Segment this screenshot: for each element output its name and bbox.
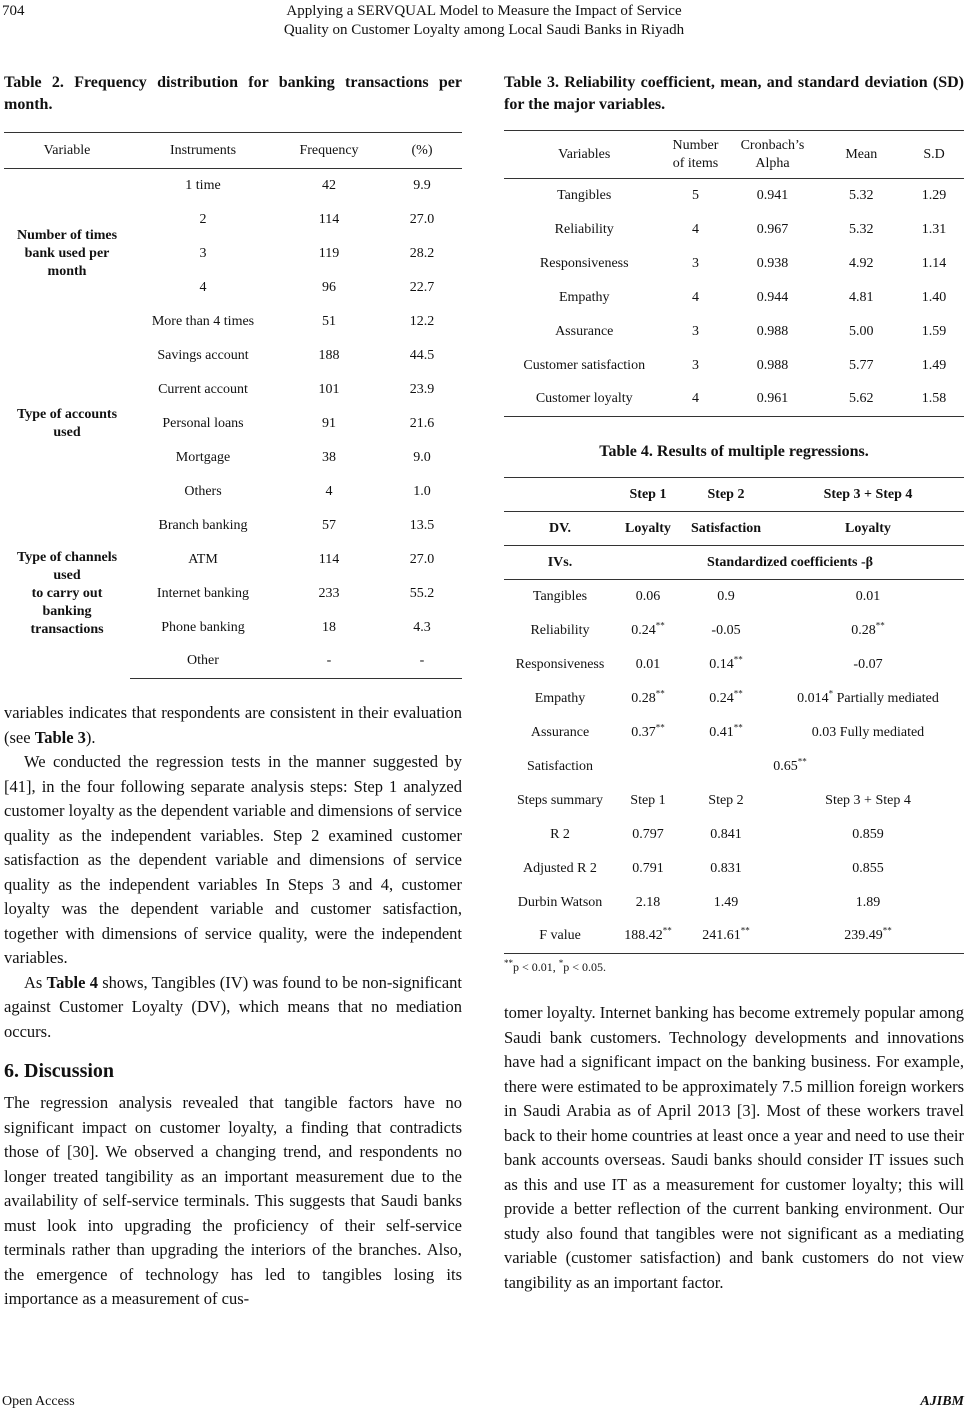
table3-cell: Responsiveness — [539, 255, 629, 271]
table3-cell: Empathy — [558, 289, 610, 305]
table4-cell: Steps summary — [517, 792, 603, 808]
table3-cell: 0.967 — [756, 221, 789, 237]
table3-cell: 5.32 — [849, 187, 874, 203]
table4-cell — [772, 614, 964, 648]
significance-mark: ** — [655, 721, 665, 732]
table2-cell: 55.2 — [409, 585, 435, 601]
note-superscript: * — [558, 958, 564, 968]
table4-cell — [680, 920, 772, 954]
value: 0.24 — [709, 690, 734, 706]
table4-ivs-row — [504, 546, 964, 580]
table4-coef-row — [504, 580, 964, 614]
table3-body — [504, 179, 964, 417]
value: 0.014 — [797, 690, 829, 706]
table3-row — [504, 179, 964, 213]
table3-header-row — [504, 131, 964, 179]
table2-cell: 1 time — [185, 177, 221, 193]
value: 0.859 — [852, 826, 884, 842]
table2-cell: Savings account — [157, 347, 249, 363]
table3-cell: 4 — [664, 383, 726, 417]
table3-cell: 3 — [691, 255, 699, 271]
running-title-line-2: Quality on Customer Loyalty among Local Saudi Banks in Riyadh — [283, 22, 685, 38]
table3-row — [504, 315, 964, 349]
page-header — [0, 0, 968, 44]
table3-header-cell — [818, 131, 904, 179]
table4-coef-row — [504, 648, 964, 682]
table4-cell — [772, 886, 964, 920]
footer-journal: AJIBM — [920, 1394, 964, 1409]
table3-header-cell — [504, 131, 664, 179]
table4-cell — [772, 920, 964, 954]
table2-cell: 38 — [322, 449, 336, 465]
table4-summary-row — [504, 818, 964, 852]
table3-cell: 1.40 — [921, 289, 947, 305]
table3-cell: Assurance — [555, 323, 614, 339]
table4-cell: Step 1 — [630, 792, 666, 808]
table2-cell: 4.3 — [413, 619, 431, 635]
table3-header-cell — [726, 131, 818, 179]
value: 0.791 — [632, 860, 664, 876]
running-title-line-1: Applying a SERVQUAL Model to Measure the Impact of Service — [286, 3, 682, 19]
table3-cell: 1.58 — [904, 383, 964, 417]
table2-cell: 9.0 — [413, 449, 431, 465]
table4-header-cell: Step 3 + Step 4 — [772, 478, 964, 512]
mediation-note: Fully mediated — [836, 724, 925, 740]
mediation-note: Partially mediated — [833, 690, 939, 706]
value: 0.37 — [631, 724, 656, 740]
table3-cell: 5.62 — [818, 383, 904, 417]
note-text: p < 0.01, — [513, 960, 559, 974]
table4-row-label: Responsiveness — [515, 656, 605, 672]
table4-summary-header-row — [504, 784, 964, 818]
table4-cell — [772, 648, 964, 682]
table2-cell: Phone banking — [161, 619, 245, 635]
table3-cell: 1.59 — [921, 323, 947, 339]
value: 188.42 — [624, 928, 663, 944]
table4-coef-row — [504, 682, 964, 716]
value: -0.07 — [853, 656, 883, 672]
table4-cell: Satisfaction — [680, 512, 772, 546]
paragraph-discussion: The regression analysis revealed that tangible factors have no significant impact on customer loyalty, a finding that contradicts those of [30]. We observed a changing trend, and respondents no longer treated tangibility as an important measurement due to the availability of self-service terminals. This suggests that Saudi banks must look into upgrading the proficiency of their self-service terminals rather than upgrading the interiors of the branches. Also, the emergence of technology has led to tangibles losing its importance as a measurement of cus- — [4, 1093, 462, 1308]
table2-caption: Table 2. Frequency distribution for banking transactions per month. — [4, 74, 462, 113]
table4-satisfaction-row — [504, 750, 964, 784]
table3-cell: 1.29 — [921, 187, 947, 203]
table2-cell: 51 — [322, 313, 336, 329]
table4-cell — [680, 818, 772, 852]
table3-row — [504, 247, 964, 281]
value: 0.831 — [710, 860, 742, 876]
table2-cell: 18 — [322, 619, 336, 635]
value: 2.18 — [635, 894, 661, 910]
value: 0.01 — [635, 656, 661, 672]
group-label-line: Number of times — [16, 227, 118, 243]
table2-cell: 233 — [318, 585, 340, 601]
table2-cell: 188 — [318, 347, 340, 363]
group-label-line: bank used per — [24, 245, 110, 261]
table4-row-label: Reliability — [530, 622, 590, 638]
table2-cell: 9.9 — [413, 177, 431, 193]
table2-cell: 119 — [318, 245, 340, 261]
table4-summary-row — [504, 920, 964, 954]
table4-cell — [616, 886, 680, 920]
table4-cell — [616, 852, 680, 886]
text-span: shows, Tangibles (IV) was found to be non-significant against Customer Loyalty (DV), which means that no mediation occurs. — [4, 972, 462, 1041]
table3-header-cell — [664, 131, 726, 179]
table4-row-label: Satisfaction — [526, 758, 594, 774]
value: 0.28 — [631, 690, 656, 706]
header-line: Number — [672, 137, 719, 153]
table4-cell — [680, 580, 772, 614]
table4-header-cell: Step 2 — [680, 478, 772, 512]
table3-cell: Customer satisfaction — [523, 357, 646, 373]
table3-reference: Table 3 — [34, 727, 86, 747]
table3-cell: 0.938 — [756, 255, 789, 271]
table2-cell: 114 — [318, 551, 340, 567]
significance-mark: ** — [655, 687, 665, 698]
header-line: S.D — [923, 146, 945, 162]
table2-cell: 13.5 — [409, 517, 435, 533]
table2-cell: 42 — [322, 177, 336, 193]
paragraph-regression: We conducted the regression tests in the manner suggested by [41], in the four following separate analysis steps: Step 1 analyzed customer loyalty as the dependent variable and dimensions of service quality as the independent variables. Step 2 examined customer satisfaction as the dependent variable and dimensions of service quality as the independent variables In Steps 3 and 4, customer loyalty was the dependent variable and customer satisfaction, together with dimensions of service quality, were the independent variables. — [4, 752, 462, 967]
value: 0.14 — [709, 656, 734, 672]
table4-row-label: Assurance — [530, 724, 590, 740]
table4-header-cell — [504, 478, 616, 512]
table4-row-label: Tangibles — [532, 588, 588, 604]
table3-cell: 5 — [691, 187, 699, 203]
table4-summary-row — [504, 852, 964, 886]
table4-row-label: Empathy — [534, 690, 586, 706]
note-superscript: ** — [504, 958, 513, 968]
table2-cell: 101 — [318, 381, 340, 397]
value: 1.89 — [855, 894, 881, 910]
significance-mark: ** — [740, 925, 750, 936]
table2-cell: 22.7 — [409, 279, 435, 295]
table2-header-cell: Variable — [4, 133, 130, 169]
table4-row-label: Adjusted R 2 — [523, 860, 597, 876]
table3-cell: Customer loyalty — [504, 383, 664, 417]
table4-cell — [616, 750, 964, 784]
table3-cell: 5.00 — [849, 323, 874, 339]
table4-caption: Table 4. Results of multiple regressions. — [599, 443, 869, 460]
group-label-line: Type of accounts — [16, 406, 118, 422]
table4-cell — [680, 716, 772, 750]
value: 239.49 — [844, 928, 883, 944]
significance-mark: ** — [655, 619, 665, 630]
value: 0.841 — [710, 826, 742, 842]
table2-cell: - — [276, 645, 382, 679]
table4-summary-row — [504, 886, 964, 920]
significance-mark: * — [828, 687, 834, 698]
table2-cell: 3 — [199, 245, 207, 261]
table4-cell: Standardized coefficients -β — [616, 546, 964, 580]
table2-header-row — [4, 133, 462, 169]
table4-cell — [772, 818, 964, 852]
paragraph-consistency — [4, 701, 462, 750]
table2-row — [4, 339, 462, 373]
table3-cell: 3 — [691, 323, 699, 339]
table3-cell: 4 — [691, 289, 699, 305]
table4-cell — [616, 716, 680, 750]
table3-row — [504, 383, 964, 417]
table2-cell: 12.2 — [409, 313, 435, 329]
value: 0.01 — [855, 588, 881, 604]
text-span: variables indicates that respondents are consistent in their evaluation (see — [4, 703, 462, 747]
table2-cell: 27.0 — [409, 211, 435, 227]
table2-body — [4, 169, 462, 679]
value: 0.65 — [773, 758, 798, 774]
table4-cell: DV. — [504, 512, 616, 546]
value: -0.05 — [711, 622, 741, 638]
table3-cell: 0.988 — [756, 323, 789, 339]
table4-reference: Table 4 — [46, 972, 98, 992]
significance-mark: ** — [733, 687, 743, 698]
table2-cell: 2 — [199, 211, 207, 227]
table4-cell — [680, 886, 772, 920]
table2-group-label — [4, 509, 130, 679]
table4-cell — [772, 682, 964, 716]
table2-cell: Other — [130, 645, 276, 679]
table2-cell: 1.0 — [413, 483, 431, 499]
table2-cell: 57 — [322, 517, 336, 533]
table2-row — [4, 509, 462, 543]
table2-row — [4, 169, 462, 203]
group-label-line: used — [53, 567, 81, 583]
table4-cell: Step 2 — [708, 792, 744, 808]
note-text: p < 0.05. — [563, 960, 607, 974]
table4-cell: Loyalty — [772, 512, 964, 546]
table4-coef-row — [504, 716, 964, 750]
table2-header-cell: (%) — [382, 133, 462, 169]
value: 0.41 — [709, 724, 734, 740]
paragraph-table4-summary — [4, 971, 462, 1045]
text-span: ). — [85, 727, 96, 747]
table3-caption: Table 3. Reliability coefficient, mean, and standard deviation (SD) for the major variables. — [504, 74, 964, 113]
table3-cell: Tangibles — [557, 187, 612, 203]
table2-cell: 4 — [325, 483, 333, 499]
table4-cell — [616, 682, 680, 716]
table2-cell: 91 — [322, 415, 336, 431]
table4-steps-row — [504, 478, 964, 512]
table2-cell: 27.0 — [409, 551, 435, 567]
table3-row — [504, 213, 964, 247]
section-heading-discussion: 6. Discussion — [4, 1060, 115, 1082]
significance-mark: ** — [733, 653, 743, 664]
table3 — [504, 130, 964, 417]
significance-mark: ** — [797, 755, 807, 766]
table2-group-label — [4, 339, 130, 509]
table2-cell: Others — [184, 483, 222, 499]
table3-cell: 1.14 — [921, 255, 947, 271]
table3-cell: 1.31 — [921, 221, 947, 237]
table2 — [4, 132, 462, 679]
significance-mark: ** — [733, 721, 743, 732]
table3-row — [504, 349, 964, 383]
table4-cell: IVs. — [504, 546, 616, 580]
table2-cell: - — [382, 645, 462, 679]
table4-cell — [616, 580, 680, 614]
table4-cell — [616, 818, 680, 852]
table2-cell: More than 4 times — [151, 313, 255, 329]
table4-coef-row — [504, 614, 964, 648]
table2-group-label — [4, 169, 130, 339]
value: 0.03 — [811, 724, 837, 740]
header-line: of items — [672, 155, 719, 171]
value: 0.9 — [717, 588, 735, 604]
value: 0.06 — [635, 588, 661, 604]
table4-cell — [616, 920, 680, 954]
table2-cell: Branch banking — [158, 517, 248, 533]
table3-row — [504, 281, 964, 315]
table2-header-cell: Instruments — [130, 133, 276, 169]
table4-cell — [772, 580, 964, 614]
table4-cell: Loyalty — [616, 512, 680, 546]
paragraph-internet-banking: tomer loyalty. Internet banking has become extremely popular among Saudi bank customers. Technology developments and innovations have had a significant impact on the banking business. For example, there were estimated to be approximately 7.5 million foreign workers in Saudi Arabia as of April 2013 [3]. Most of these workers travel back to their home countries at least once a year and need to use their bank accounts overseas. Saudi banks should consider IT issues such as this and use IT as a measurement for customer loyalty; this will provide a better reflection of the current banking environment. Our study also found that tangibles were not significant as a mediating variable (customer satisfaction) and bank customers do not view tangibility as an important factor. — [504, 1003, 964, 1292]
value: 0.855 — [852, 860, 884, 876]
table3-cell: Reliability — [554, 221, 614, 237]
table2-cell: 114 — [318, 211, 340, 227]
header-line: Cronbach’s — [740, 137, 805, 153]
table2-cell: 4 — [199, 279, 207, 295]
header-line: Mean — [845, 146, 878, 162]
table3-cell: 4 — [691, 221, 699, 237]
table3-cell: 4.81 — [849, 289, 874, 305]
group-label-line: used — [53, 424, 81, 440]
table3-header-cell — [904, 131, 964, 179]
table4 — [504, 477, 964, 954]
table2-cell: Mortgage — [175, 449, 231, 465]
table3-cell: 0.944 — [756, 289, 789, 305]
table4-cell — [616, 648, 680, 682]
value: 241.61 — [702, 928, 741, 944]
table2-cell: Current account — [158, 381, 248, 397]
table4-cell — [680, 682, 772, 716]
table4-cell — [772, 716, 964, 750]
table4-row-label: F value — [504, 920, 616, 954]
table4-row-label: R 2 — [550, 826, 570, 842]
header-line: Alpha — [755, 155, 790, 171]
table2-cell: 28.2 — [409, 245, 435, 261]
footer-open-access: Open Access — [2, 1394, 75, 1409]
group-label-line: to carry out — [31, 585, 103, 601]
table2-cell: Internet banking — [156, 585, 250, 601]
table4-significance-note — [504, 960, 964, 975]
table3-cell: 5.32 — [849, 221, 874, 237]
table3-cell: 0.941 — [756, 187, 789, 203]
running-title — [0, 2, 968, 40]
table2-cell: 96 — [322, 279, 336, 295]
table4-header-cell: Step 1 — [616, 478, 680, 512]
page-number: 704 — [2, 3, 25, 19]
table4-cell — [680, 614, 772, 648]
significance-mark: ** — [882, 925, 892, 936]
group-label-line: banking — [42, 603, 92, 619]
table4-cell — [680, 852, 772, 886]
significance-mark: ** — [875, 619, 885, 630]
table3-cell: 0.988 — [756, 357, 789, 373]
value: 0.28 — [851, 622, 876, 638]
header-line: Variables — [558, 146, 611, 162]
table2-header-cell: Frequency — [276, 133, 382, 169]
table4-dv-row — [504, 512, 964, 546]
table4-cell: Step 3 + Step 4 — [825, 792, 911, 808]
table2-cell: 44.5 — [409, 347, 435, 363]
table3-cell: 1.49 — [921, 357, 947, 373]
table2-cell: ATM — [188, 551, 218, 567]
table4-row-label: Durbin Watson — [517, 894, 603, 910]
table2-cell: Personal loans — [162, 415, 244, 431]
value: 0.797 — [632, 826, 664, 842]
table3-cell: 3 — [691, 357, 699, 373]
text-span: As — [24, 972, 47, 992]
group-label-line: month — [47, 263, 87, 279]
group-label-line: Type of channels — [16, 549, 118, 565]
significance-mark: ** — [662, 925, 672, 936]
table4-body — [504, 478, 964, 954]
table4-cell — [680, 648, 772, 682]
value: 0.24 — [631, 622, 656, 638]
table2-cell: 23.9 — [409, 381, 435, 397]
left-column — [4, 72, 462, 1312]
table4-cell — [772, 852, 964, 886]
table3-cell: 0.961 — [726, 383, 818, 417]
right-column — [504, 72, 964, 1295]
table3-cell: 5.77 — [849, 357, 874, 373]
table3-cell: 4.92 — [849, 255, 874, 271]
table2-cell: 21.6 — [409, 415, 435, 431]
group-label-line: transactions — [30, 621, 104, 637]
table4-cell — [616, 614, 680, 648]
value: 1.49 — [713, 894, 739, 910]
